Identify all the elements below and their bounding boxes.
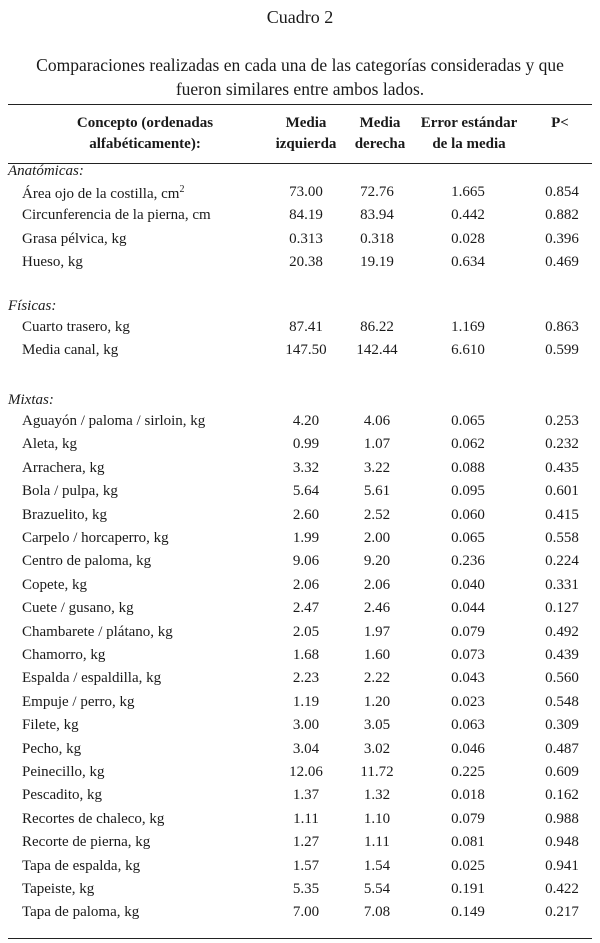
concept-text: Empuje / perro, kg bbox=[22, 693, 135, 710]
p-value-cell: 0.941 bbox=[545, 857, 579, 874]
p-value-cell: 0.560 bbox=[545, 670, 579, 687]
table-header-rule bbox=[8, 163, 592, 164]
right-mean-cell: 2.06 bbox=[363, 576, 391, 593]
concept-cell bbox=[22, 600, 134, 617]
concept-text: Cuete / gusano, kg bbox=[22, 600, 134, 617]
p-value-cell: 0.396 bbox=[545, 230, 579, 247]
standard-error-cell: 0.081 bbox=[451, 834, 485, 851]
concept-cell bbox=[22, 787, 102, 804]
p-value-cell: 0.492 bbox=[545, 623, 579, 640]
left-mean-cell: 1.57 bbox=[292, 857, 320, 874]
right-mean-cell: 3.22 bbox=[363, 459, 391, 476]
table-title: Cuadro 2 bbox=[266, 7, 334, 27]
standard-error-cell: 0.025 bbox=[451, 857, 485, 874]
concept-text: Circunferencia de la pierna, cm bbox=[22, 207, 211, 224]
concept-text: Tapa de espalda, kg bbox=[22, 857, 141, 874]
concept-cell bbox=[22, 553, 151, 570]
standard-error-cell: 0.634 bbox=[451, 254, 485, 271]
concept-text: Brazuelito, kg bbox=[22, 506, 107, 523]
header-concept-line2: alfabéticamente): bbox=[89, 136, 201, 152]
right-mean-cell: 2.22 bbox=[363, 670, 391, 687]
table-caption: Comparaciones realizadas en cada una de las categorías consideradas y que fueron similares entre ambos lados. bbox=[36, 55, 564, 99]
table-row bbox=[0, 577, 600, 599]
left-mean-cell: 3.00 bbox=[292, 717, 320, 734]
p-value-cell: 0.309 bbox=[545, 717, 579, 734]
standard-error-cell: 0.079 bbox=[451, 623, 485, 640]
concept-text: Aguayón / paloma / sirloin, kg bbox=[22, 413, 206, 429]
concept-cell bbox=[22, 342, 118, 359]
standard-error-cell: 1.665 bbox=[451, 184, 485, 200]
table-row bbox=[0, 184, 600, 206]
table-row bbox=[0, 483, 600, 505]
concept-cell bbox=[22, 577, 87, 594]
concept-cell bbox=[22, 694, 134, 711]
table-row bbox=[0, 413, 600, 435]
table-row bbox=[0, 764, 600, 786]
header-right-line1: Media bbox=[359, 115, 401, 131]
table-row bbox=[0, 624, 600, 646]
right-mean-cell: 1.10 bbox=[363, 810, 391, 827]
standard-error-cell: 0.073 bbox=[451, 647, 485, 663]
left-mean-cell: 5.35 bbox=[292, 881, 320, 897]
concept-cell bbox=[22, 184, 184, 203]
concept-text: Recorte de pierna, kg bbox=[22, 834, 151, 851]
table-row bbox=[0, 460, 600, 482]
right-mean-cell: 7.08 bbox=[363, 904, 391, 921]
left-mean-cell: 1.37 bbox=[292, 787, 320, 804]
left-mean-cell: 5.64 bbox=[292, 483, 320, 500]
left-mean-cell: 0.313 bbox=[289, 230, 323, 247]
concept-cell bbox=[22, 460, 104, 477]
right-mean-cell: 1.54 bbox=[363, 857, 391, 874]
right-mean-cell: 2.52 bbox=[363, 506, 391, 523]
concept-cell bbox=[22, 670, 161, 687]
concept-text: Pescadito, kg bbox=[22, 787, 102, 804]
concept-text: Bola / pulpa, kg bbox=[22, 483, 118, 500]
right-mean-cell: 1.07 bbox=[363, 436, 391, 453]
left-mean-cell: 73.00 bbox=[289, 184, 323, 200]
unit-superscript: 2 bbox=[179, 184, 185, 195]
header-concept bbox=[30, 113, 260, 155]
right-mean-cell: 1.20 bbox=[363, 693, 391, 710]
table-row bbox=[0, 342, 600, 364]
concept-text: Media canal, kg bbox=[22, 342, 119, 359]
standard-error-cell: 0.149 bbox=[451, 904, 485, 921]
concept-cell bbox=[22, 647, 105, 664]
concept-cell bbox=[22, 834, 150, 851]
concept-cell bbox=[22, 231, 127, 248]
p-value-cell: 0.331 bbox=[545, 576, 579, 593]
right-mean-cell: 86.22 bbox=[360, 319, 394, 335]
right-mean-cell: 9.20 bbox=[363, 553, 391, 570]
table-row bbox=[0, 254, 600, 276]
concept-cell bbox=[22, 717, 79, 734]
standard-error-cell: 0.065 bbox=[451, 413, 485, 429]
header-standard-error bbox=[412, 113, 526, 155]
left-mean-cell: 147.50 bbox=[285, 342, 327, 359]
concept-cell bbox=[22, 413, 205, 430]
p-value-cell: 0.253 bbox=[545, 413, 579, 429]
concept-cell bbox=[22, 881, 94, 898]
right-mean-cell: 83.94 bbox=[360, 207, 394, 224]
standard-error-cell: 0.046 bbox=[451, 740, 485, 757]
header-concept-line1: Concepto (ordenadas bbox=[76, 115, 214, 131]
concept-cell bbox=[22, 811, 164, 828]
concept-text: Centro de paloma, kg bbox=[22, 553, 152, 570]
table-row bbox=[0, 787, 600, 809]
p-value-cell: 0.599 bbox=[545, 342, 579, 359]
concept-text: Carpelo / horcaperro, kg bbox=[22, 530, 169, 546]
left-mean-cell: 3.04 bbox=[292, 740, 320, 757]
p-value-cell: 0.127 bbox=[545, 600, 579, 617]
right-mean-cell: 5.61 bbox=[363, 483, 391, 500]
standard-error-cell: 0.191 bbox=[451, 881, 485, 897]
header-right-line2: derecha bbox=[354, 136, 406, 152]
section-label: Físicas: bbox=[8, 298, 57, 314]
concept-text: Arrachera, kg bbox=[22, 459, 105, 476]
right-mean-cell: 1.97 bbox=[363, 623, 391, 640]
header-right-mean bbox=[348, 113, 412, 155]
p-value-cell: 0.558 bbox=[545, 530, 579, 546]
left-mean-cell: 2.23 bbox=[292, 670, 320, 687]
concept-cell bbox=[22, 530, 169, 547]
standard-error-cell: 0.062 bbox=[451, 436, 485, 453]
left-mean-cell: 0.99 bbox=[292, 436, 320, 453]
right-mean-cell: 5.54 bbox=[363, 881, 391, 897]
p-value-cell: 0.601 bbox=[545, 483, 579, 500]
right-mean-cell: 3.02 bbox=[363, 740, 391, 757]
standard-error-cell: 1.169 bbox=[451, 319, 485, 335]
p-value-cell: 0.854 bbox=[545, 184, 579, 200]
table-row bbox=[0, 600, 600, 622]
p-value-cell: 0.882 bbox=[545, 207, 579, 224]
table-row bbox=[0, 881, 600, 903]
left-mean-cell: 1.27 bbox=[292, 834, 320, 851]
right-mean-cell: 4.06 bbox=[363, 413, 391, 429]
table-row bbox=[0, 553, 600, 575]
right-mean-cell: 72.76 bbox=[360, 184, 394, 200]
left-mean-cell: 2.06 bbox=[292, 576, 320, 593]
p-value-cell: 0.232 bbox=[545, 436, 579, 453]
table-row bbox=[0, 207, 600, 229]
left-mean-cell: 7.00 bbox=[292, 904, 320, 921]
concept-text: Cuarto trasero, kg bbox=[22, 319, 130, 335]
header-error-line2: de la media bbox=[432, 136, 506, 152]
standard-error-cell: 0.225 bbox=[451, 764, 485, 780]
p-value-cell: 0.439 bbox=[545, 647, 579, 663]
concept-text: Área ojo de la costilla, cm bbox=[22, 186, 180, 202]
table-row bbox=[0, 507, 600, 529]
table-top-rule bbox=[8, 104, 592, 105]
standard-error-cell: 0.043 bbox=[451, 670, 485, 687]
concept-text: Hueso, kg bbox=[22, 254, 83, 271]
right-mean-cell: 11.72 bbox=[360, 764, 394, 780]
concept-cell bbox=[22, 741, 81, 758]
table-row bbox=[0, 904, 600, 926]
header-left-line2: izquierda bbox=[275, 136, 337, 152]
table-row bbox=[0, 319, 600, 341]
concept-cell bbox=[22, 507, 107, 524]
left-mean-cell: 2.47 bbox=[292, 600, 320, 617]
header-error-line1: Error estándar bbox=[420, 115, 518, 131]
left-mean-cell: 20.38 bbox=[289, 254, 323, 271]
left-mean-cell: 12.06 bbox=[289, 764, 323, 780]
table-row bbox=[0, 670, 600, 692]
concept-text: Tapeiste, kg bbox=[22, 881, 95, 897]
concept-text: Aleta, kg bbox=[22, 436, 77, 453]
p-value-cell: 0.863 bbox=[545, 319, 579, 335]
table-row bbox=[0, 811, 600, 833]
concept-text: Recortes de chaleco, kg bbox=[22, 810, 165, 827]
table-row bbox=[0, 741, 600, 763]
concept-cell bbox=[22, 624, 173, 641]
left-mean-cell: 1.99 bbox=[292, 530, 320, 546]
header-left-line1: Media bbox=[285, 115, 327, 131]
table-row bbox=[0, 834, 600, 856]
standard-error-cell: 0.040 bbox=[451, 576, 485, 593]
standard-error-cell: 0.063 bbox=[451, 717, 485, 734]
concept-cell bbox=[22, 858, 140, 875]
left-mean-cell: 1.19 bbox=[292, 693, 320, 710]
p-value-cell: 0.988 bbox=[545, 810, 579, 827]
left-mean-cell: 84.19 bbox=[289, 207, 323, 224]
table-row bbox=[0, 717, 600, 739]
standard-error-cell: 0.044 bbox=[451, 600, 485, 617]
p-value-cell: 0.415 bbox=[545, 506, 579, 523]
header-p-value bbox=[532, 113, 588, 134]
p-value-cell: 0.224 bbox=[545, 553, 579, 570]
standard-error-cell: 0.065 bbox=[451, 530, 485, 546]
concept-text: Tapa de paloma, kg bbox=[22, 904, 140, 921]
right-mean-cell: 0.318 bbox=[360, 230, 394, 247]
left-mean-cell: 1.11 bbox=[293, 810, 319, 827]
left-mean-cell: 9.06 bbox=[292, 553, 320, 570]
left-mean-cell: 4.20 bbox=[292, 413, 320, 429]
standard-error-cell: 0.018 bbox=[451, 787, 485, 804]
p-value-cell: 0.948 bbox=[545, 834, 579, 851]
section-label: Mixtas: bbox=[8, 392, 54, 408]
concept-cell bbox=[22, 207, 211, 224]
p-value-cell: 0.469 bbox=[545, 254, 579, 271]
header-left-mean bbox=[266, 113, 346, 155]
concept-cell bbox=[22, 319, 130, 336]
p-value-cell: 0.217 bbox=[545, 904, 579, 921]
standard-error-cell: 0.060 bbox=[451, 506, 485, 523]
concept-text: Pecho, kg bbox=[22, 740, 82, 757]
p-value-cell: 0.487 bbox=[545, 740, 579, 757]
p-value-cell: 0.435 bbox=[545, 459, 579, 476]
right-mean-cell: 2.00 bbox=[363, 530, 391, 546]
p-value-cell: 0.162 bbox=[545, 787, 579, 804]
concept-cell bbox=[22, 483, 118, 500]
table-row bbox=[0, 694, 600, 716]
concept-text: Filete, kg bbox=[22, 717, 79, 734]
header-p-text: P< bbox=[551, 115, 569, 131]
p-value-cell: 0.548 bbox=[545, 693, 579, 710]
right-mean-cell: 2.46 bbox=[363, 600, 391, 617]
table-row bbox=[0, 231, 600, 253]
right-mean-cell: 1.32 bbox=[363, 787, 391, 804]
concept-text: Espalda / espaldilla, kg bbox=[22, 670, 162, 687]
p-value-cell: 0.609 bbox=[545, 764, 579, 780]
right-mean-cell: 3.05 bbox=[363, 717, 391, 734]
table-row bbox=[0, 436, 600, 458]
standard-error-cell: 0.095 bbox=[451, 483, 485, 500]
right-mean-cell: 1.60 bbox=[363, 647, 391, 663]
table-row bbox=[0, 647, 600, 669]
concept-text: Chambarete / plátano, kg bbox=[22, 623, 173, 640]
standard-error-cell: 0.023 bbox=[451, 693, 485, 710]
standard-error-cell: 0.028 bbox=[451, 230, 485, 247]
concept-text: Chamorro, kg bbox=[22, 647, 106, 663]
concept-cell bbox=[22, 764, 105, 781]
standard-error-cell: 0.088 bbox=[451, 459, 485, 476]
concept-text: Peinecillo, kg bbox=[22, 764, 105, 780]
standard-error-cell: 0.442 bbox=[451, 207, 485, 224]
concept-cell bbox=[22, 904, 139, 921]
left-mean-cell: 3.32 bbox=[292, 459, 320, 476]
right-mean-cell: 19.19 bbox=[360, 254, 394, 271]
right-mean-cell: 1.11 bbox=[364, 834, 390, 851]
left-mean-cell: 1.68 bbox=[292, 647, 320, 663]
table-row bbox=[0, 530, 600, 552]
concept-text: Copete, kg bbox=[22, 576, 87, 593]
left-mean-cell: 2.05 bbox=[292, 623, 320, 640]
standard-error-cell: 0.236 bbox=[451, 553, 485, 570]
section-label: Anatómicas: bbox=[8, 163, 84, 179]
concept-cell bbox=[22, 254, 83, 271]
standard-error-cell: 0.079 bbox=[451, 810, 485, 827]
table-row bbox=[0, 858, 600, 880]
table-bottom-rule bbox=[8, 938, 592, 939]
p-value-cell: 0.422 bbox=[545, 881, 579, 897]
left-mean-cell: 2.60 bbox=[292, 506, 320, 523]
concept-cell bbox=[22, 436, 77, 453]
right-mean-cell: 142.44 bbox=[356, 342, 398, 359]
concept-text: Grasa pélvica, kg bbox=[22, 230, 127, 247]
standard-error-cell: 6.610 bbox=[451, 342, 485, 359]
left-mean-cell: 87.41 bbox=[289, 319, 323, 335]
